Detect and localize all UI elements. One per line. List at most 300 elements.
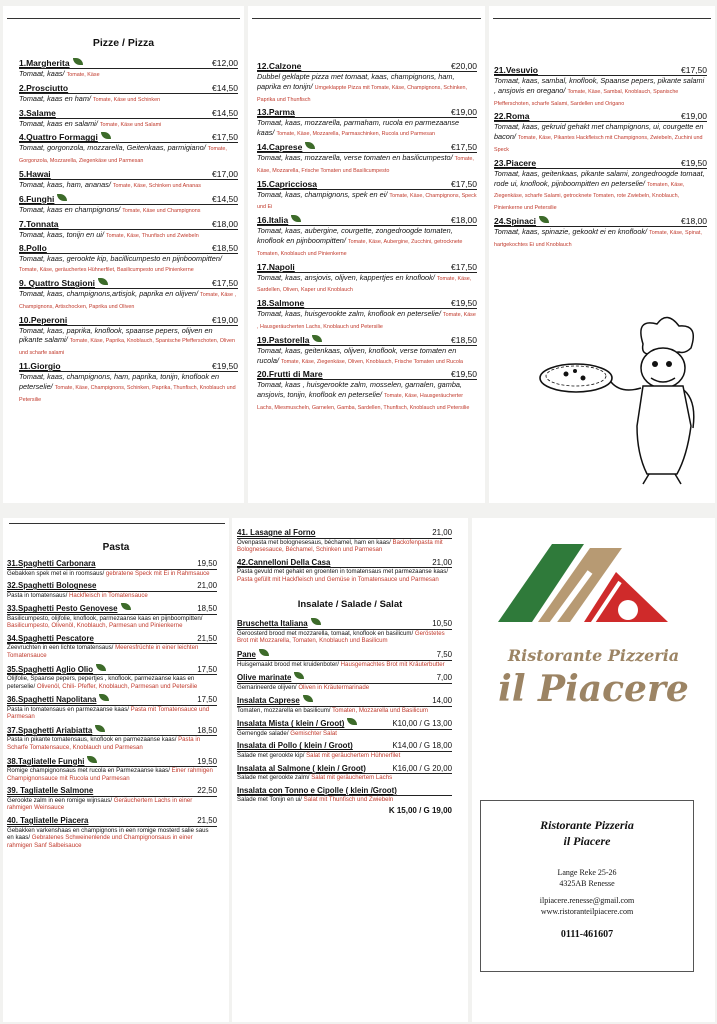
- description-german: Pasta in Scharfe Tomatensauce, Knoblauch und Parmesan: [7, 736, 201, 752]
- description-german: Salat mit geräuchertem Hühnerfilet: [306, 751, 401, 759]
- description-german: Tomate, Käse, Champignons, Schinken, Paprika, Thunfisch, Knoblauch und Petersilie: [19, 384, 236, 403]
- menu-item-description: Basilicumpesto, olijfolie, knoflook, parmezaanse kaas en pijnboompitten/ Basilicumpesto, Olivenöl, Knoblauch, Parmesan und Pinienkerne: [7, 614, 203, 630]
- menu-item-price: 22,50: [197, 786, 217, 796]
- description-dutch: Tomaat, kaas, champignons, ham, paprika, tonijn, knoflook en peterselie: [19, 371, 220, 391]
- salad-panel: [232, 518, 468, 1022]
- pizza-title: Pizze / Pizza: [92, 37, 155, 49]
- description-dutch: Pasta in pikante tomatensaus, knoflook en parmezaanse kaas: [7, 736, 175, 744]
- description-dutch: Gemengde salade: [237, 729, 287, 737]
- menu-item-name: 19.Pastorella: [257, 334, 310, 345]
- menu-item-price: €19,50: [212, 360, 238, 371]
- last-salad-price: K 15,00 / G 19,00: [388, 805, 452, 815]
- description-german: Tomate, Käse, Champignons, Speck und Ei: [257, 192, 477, 211]
- menu-item-header: [19, 169, 238, 180]
- menu-item: [237, 695, 452, 714]
- city: 4325AB Renesse: [559, 879, 615, 888]
- menu-item-name: 16.Italia: [257, 215, 289, 226]
- menu-item-header: [237, 786, 452, 797]
- menu-item-price: 17,50: [197, 695, 217, 705]
- menu-item-description: Tomaat, kaas/ Tomate, Käse: [19, 69, 100, 78]
- menu-item-price: 7,50: [436, 650, 452, 660]
- menu-item: [257, 262, 477, 297]
- menu-item-name: 15.Capricciosa: [257, 178, 318, 189]
- menu-item-description: Tomaat, kaas, champignons,artisjok, paprika en olijven/ Tomate, Käse , Champignons, Artischocken, Paprika und Oliven: [19, 288, 237, 310]
- leaf-icon: [291, 215, 301, 222]
- description-german: Tomate, Gorgonzola, Mozzarella, Ziegenkäse und Parmesan: [19, 146, 227, 165]
- menu-item: [7, 694, 217, 721]
- menu-item-description: Tomaat, kaas, mozzarella, parmaham, rucola en parmezaanse kaas/ Tomate, Käse, Mozzarella, Parmaschinken, Rucola und Parmesan: [257, 118, 460, 138]
- menu-item-header: [7, 664, 217, 676]
- menu-item-description: Tomaat, kaas, aubergine, courgette, zongedroogde tomaten, knoflook en pijnboompitten/ Tomate, Käse, Aubergine, Zucchini, getrocknete Tomaten, Knoblauch und Pinienkerne: [257, 226, 463, 257]
- menu-item-header: [237, 741, 452, 752]
- menu-item-description: Tomaat, kaas, sambal, knoflook, Spaanse pepers, pikante salami , ansjovis en oregano/ Tomate, Käse, Sambal, Knoblauch, Spanische Pfefferschoten, scharfe Salami, Sardellen und Origano: [494, 76, 705, 107]
- menu-item-price: €17,50: [451, 178, 477, 189]
- menu-item-description: Geroosterd brood met mozzarella, tomaat, knoflook en basilicum/ Geröstetes Brot mit Mozzarella, Tomaten, Knoblauch und Basilicum: [237, 629, 445, 645]
- description-dutch: Gemarineerde olijven: [237, 683, 295, 691]
- menu-item-description: Pasta in tomatensaus en parmezaanse kaas/ Pasta mit Tomatensauce und Parmesan: [7, 705, 210, 721]
- box-title-2: il Piacere: [563, 834, 611, 848]
- menu-item-description: Gebakken varkenshaas en champignons in een romige mosterd salie saus en kaas/ Gebratenes Schweinenlende und Champignonsaus in einer rahmigen Sanf Salbeisauce: [7, 826, 209, 849]
- description-german: Tomate, Käse, Aubergine, Zucchini, getrocknete Tomaten, Knoblauch und Pinienkerne: [257, 238, 463, 257]
- menu-item-name: 24.Spinaci: [494, 215, 537, 226]
- description-dutch: Huisgemaakt brood met kruidenboter: [237, 660, 338, 668]
- leaf-icon: [99, 694, 109, 701]
- menu-item-header: [257, 61, 477, 72]
- description-german: Basilicumpesto, Olivenöl, Knoblauch, Parmesan und Pinienkerne: [7, 622, 183, 630]
- menu-item-price: 21,50: [197, 816, 217, 825]
- description-dutch: Salade met gerookte zalm: [237, 774, 308, 782]
- description-german: Tomate, Käse, Paprika, Knoblauch, Spanische Pfefferschoten, Oliven und scharfe salami: [19, 338, 236, 357]
- phone-number[interactable]: 0111-461607: [560, 929, 614, 940]
- menu-item: [237, 618, 452, 645]
- menu-item-header: [19, 194, 238, 205]
- description-german: Tomate, Käse, Pikantes Hackfleisch mit Champignons, Zwiebeln, Zuchini und Speck: [494, 135, 703, 153]
- description-dutch: Tomaat, kaas en champignons: [19, 204, 119, 214]
- menu-item: [19, 361, 238, 405]
- menu-item-price: 10,50: [432, 619, 452, 629]
- menu-item-header: [19, 132, 238, 143]
- menu-item-description: Salade met gerookte zalm/ Salat mit geräuchertem Lachs: [237, 774, 393, 782]
- menu-item-name: Insalata con Tonno e Cipolle ( klein /Groot): [237, 785, 397, 795]
- description-dutch: Tomaat, kaas, paprika, knoflook, spaanse pepers, olijven en pikante salami: [19, 325, 213, 345]
- menu-item-description: Salade met gerookte kip/ Salat mit geräuchertem Hühnerfilet: [237, 751, 401, 759]
- menu-item-name: 5.Hawai: [19, 168, 51, 179]
- description-german: gebratene Speck mit Ei in Rahmsauce: [105, 569, 210, 577]
- menu-item-price: 18,50: [197, 725, 217, 735]
- contact-box: [480, 800, 694, 972]
- menu-item-header: [257, 369, 477, 380]
- menu-item-header: [19, 58, 238, 69]
- brand-line-1: Ristorante Pizzeria: [507, 646, 680, 665]
- leaf-icon: [294, 672, 304, 679]
- description-german: Tomate, Käse, geräuchertes Hühnerfilet, Basilicumpesto und Pinienkerne: [19, 267, 194, 274]
- menu-item-description: Tomaat, kaas en ham/ Tomate, Käse und Schinken: [19, 93, 161, 103]
- description-german: Salat mit Thunfisch und Zwiebeln: [303, 796, 394, 804]
- description-german: Tomate, Käse, Ziegenkäse, Oliven, Knoblauch, Frische Tomaten und Rucola: [280, 358, 464, 365]
- menu-item-name: 18.Salmone: [257, 298, 305, 309]
- description-german: Meeresfrüchte in einer leichten Tomatensauce: [7, 644, 199, 659]
- description-dutch: Tomaten, mozzarella en basilicum: [237, 706, 329, 714]
- menu-item-name: 38.Tagliatelle Funghi: [7, 756, 85, 766]
- menu-item-name: Insalata al Salmone ( klein / Groot): [237, 763, 366, 773]
- description-dutch: Olijfolie, Spaanse pepers, pepertjes , knoflook, parmezaanse kaas en peterselie: [7, 675, 195, 690]
- menu-item-header: [7, 756, 217, 768]
- description-german: Oliven in Kräutermarinade: [298, 683, 370, 691]
- menu-item-description: Pasta in tomatensaus/ Hackfleisch in Tomatensauce: [7, 591, 148, 599]
- menu-item-description: Gebakken spek met ei in roomsaus/ gebratene Speck mit Ei in Rahmsauce: [7, 569, 210, 577]
- menu-item: [7, 816, 217, 849]
- menu-item-description: Gemarineerde olijven/ Oliven in Kräutermarinade: [237, 683, 370, 691]
- menu-item: [494, 216, 707, 251]
- menu-item: [7, 786, 217, 812]
- menu-item-name: 34.Spaghetti Pescatore: [7, 633, 94, 643]
- menu-item-name: 6.Funghi: [19, 193, 55, 204]
- description-dutch: Tomaat, kaas, mozzarella, verse tomaten en basilicumpesto: [257, 152, 451, 162]
- leaf-icon: [98, 278, 108, 285]
- description-dutch: Tomaat, kaas, tonijn en ui: [19, 229, 102, 239]
- menu-item-header: [494, 65, 707, 76]
- description-german: Salat mit geräuchertem Lachs: [311, 774, 393, 782]
- menu-item-description: Tomaat, kaas , huisgerookte zalm, mosselen, garnalen, gamba, ansjovis, tonijn, knoflook en peterselie/ Tomate, Käse, Hausgeräucherter Lachs, Miesmuscheln, Garnelen, Gamba, Sardellen, Thunfisch, Knoblauch und Petersilie: [257, 380, 470, 411]
- menu-item-price: €19,00: [212, 314, 238, 325]
- menu-item-header: [7, 634, 217, 645]
- description-german: Backofenpasta mit Bolognesesauce, Béchamel, Schinken und Parmesan: [237, 538, 443, 554]
- leaf-icon: [305, 142, 315, 149]
- description-german: Umgeklappte Pizza mit Tomate, Käse, Champignons, Schinken, Paprika und Thunfisch: [257, 84, 468, 103]
- menu-item-header: [19, 219, 238, 230]
- menu-item-price: €18,50: [212, 243, 238, 254]
- menu-item-header: [257, 179, 477, 190]
- description-dutch: Tomaat, kaas, mozzarella, parmaham, rucola en parmezaanse kaas: [257, 118, 460, 138]
- menu-item: [494, 158, 707, 214]
- menu-item-header: [494, 216, 707, 227]
- menu-item-price: 7,00: [436, 673, 452, 683]
- description-german: Tomate, Käse und Schinken: [92, 96, 161, 103]
- menu-item-description: Tomaat, kaas, geitenkaas, olijven, knoflook, verse tomaten en rucola/ Tomate, Käse, Ziegenkäse, Oliven, Knoblauch, Frische Tomaten und Rucola: [257, 345, 464, 365]
- menu-item-price: €12,00: [212, 58, 238, 68]
- menu-item-name: 39. Tagliatelle Salmone: [7, 786, 94, 796]
- menu-item-price: 21,00: [197, 581, 217, 591]
- menu-item-price: €18,00: [681, 215, 707, 226]
- menu-item-price: €17,50: [451, 141, 477, 152]
- description-dutch: Gebakken spek met ei in roomsaus: [7, 569, 103, 577]
- menu-item: [19, 194, 238, 217]
- description-german: Tomate, Käse, Hausgeräucherter Lachs, Miesmuscheln, Garnelen, Gamba, Sardellen, Thunfisch, Knoblauch und Petersilie: [257, 393, 470, 411]
- menu-item: [19, 58, 238, 81]
- description-dutch: Gerookte zalm in een romige wijnsaus: [7, 796, 111, 804]
- menu-item: [7, 603, 217, 630]
- menu-item-name: 8.Pollo: [19, 243, 47, 254]
- menu-item-price: €19,50: [451, 298, 477, 309]
- menu-item-name: 35.Spaghetti Aglio Olio: [7, 664, 94, 674]
- menu-item-price: €17,50: [212, 132, 238, 143]
- menu-item: [7, 634, 217, 660]
- brand-panel: [472, 518, 715, 1022]
- pizza-panel-2: [248, 6, 485, 503]
- menu-item-header: [237, 558, 452, 569]
- menu-item-price: K14,00 / G 18,00: [392, 741, 452, 751]
- description-dutch: Tomaat, kaas, champignons, spek en ei: [257, 189, 386, 199]
- description-dutch: Basilicumpesto, olijfolie, knoflook, parmezaanse kaas en pijnboompitten: [7, 614, 201, 622]
- menu-item-price: €17,50: [212, 277, 238, 288]
- menu-item-name: Insalata di Pollo ( klein / Groot): [237, 741, 353, 751]
- menu-item: [257, 61, 477, 105]
- description-german: Gebratenes Schweinenlende und Champignonsaus in einer rahmigen Sanf Salbeisauce: [7, 834, 193, 849]
- menu-item-price: €19,00: [451, 107, 477, 118]
- pizza-panel-1: [3, 6, 244, 503]
- salad-title: Insalate / Salade / Salat: [297, 599, 403, 611]
- menu-item: [237, 764, 452, 782]
- menu-item: [19, 83, 238, 106]
- pasta-title: Pasta: [102, 542, 130, 553]
- menu-item-description: Tomaat, kaas, champignons, ham, paprika, tonijn, knoflook en peterselie/ Tomate, Käse, Champignons, Schinken, Paprika, Thunfisch, Knoblauch und Petersilie: [19, 371, 236, 403]
- menu-item: [257, 179, 477, 214]
- menu-item: [237, 649, 452, 668]
- menu-item-header: [7, 694, 217, 706]
- pasta-panel: [3, 518, 229, 1022]
- website-link[interactable]: www.ristoranteilpiacere.com: [540, 907, 634, 916]
- menu-item-description: Tomaat, kaas, spinazie, gekookt ei en knoflook/ Tomate, Käse, Spinat, hartgekochtes Ei und Knoblauch: [494, 226, 702, 248]
- pizza-panel-3: [489, 6, 715, 503]
- menu-item: [494, 65, 707, 109]
- menu-item-header: [7, 816, 217, 827]
- description-dutch: Salade met gerookte kip: [237, 751, 303, 759]
- description-german: Pasta gefüllt mit Hackfleisch und Gemüse in Tomatensauce und Parmesan: [237, 575, 439, 583]
- menu-item-header: [19, 108, 238, 119]
- menu-item-name: Pane: [237, 650, 256, 660]
- leaf-icon: [347, 718, 357, 725]
- menu-item-description: Tomaat, kaas en salami/ Tomate, Käse und Salami: [19, 118, 162, 128]
- description-dutch: Pasta in tomatensaus: [7, 591, 66, 599]
- description-dutch: Salade met Tonijn en ui: [237, 796, 301, 804]
- menu-item: [19, 132, 238, 167]
- leaf-icon: [539, 216, 549, 223]
- menu-item-description: Gemengde salade/ Gemischter Salat: [237, 729, 337, 737]
- menu-item-price: €19,50: [681, 157, 707, 168]
- menu-item-price: €14,50: [212, 107, 238, 118]
- menu-item-description: Tomaat, kaas en champignons/ Tomate, Käse und Champignons: [19, 204, 201, 214]
- menu-item-name: 32.Spaghetti Bolognese: [7, 581, 97, 591]
- description-dutch: Tomaat, kaas, aubergine, courgette, zongedroogde tomaten, knoflook en pijnboompitten: [257, 226, 453, 245]
- menu-item-description: Tomaat, kaas, huisgerookte zalm, knoflook en peterselie/ Tomate, Käse , Hausgeräucherten Lachs, Knoblauch und Petersilie: [257, 309, 476, 330]
- leaf-icon: [57, 194, 67, 201]
- menu-item-price: €19,50: [451, 369, 477, 380]
- menu-item-header: [19, 83, 238, 94]
- menu-item-price: 21,00: [432, 557, 452, 567]
- description-german: Tomate, Käse, Sambal, Knoblauch, Spanische Pfefferschoten, scharfe Salami, Sardellen und Origano: [494, 88, 679, 107]
- menu-item-header: [257, 335, 477, 346]
- menu-item-price: €17,50: [681, 65, 707, 75]
- box-title-1: Ristorante Pizzeria: [540, 818, 634, 832]
- description-dutch: Tomaat, kaas, ham, ananas: [19, 179, 109, 189]
- menu-item-description: Tomaten, mozzarella en basilicum/ Tomaten, Mozzarella und Basilicum: [237, 706, 428, 714]
- description-german: Tomate, Käse: [66, 72, 100, 78]
- menu-item-description: Gerookte zalm in een romige wijnsaus/ Geräuchertem Lachs in einer rahmigen Weinsauce: [7, 796, 193, 812]
- description-dutch: Tomaat, kaas, champignons,artisjok, paprika en olijven: [19, 288, 196, 298]
- menu-item-name: 10.Peperoni: [19, 314, 68, 325]
- menu-item-description: Tomaat, kaas, ansjovis, olijven, kappertjes en knoflook/ Tomate, Käse, Sardellen, Oliven, Kaper und Knoblauch: [257, 272, 472, 294]
- description-german: Hausgemachtes Brot mit Kräuterbutter: [340, 660, 445, 668]
- menu-item-name: 36.Spaghetti Napolitana: [7, 695, 97, 705]
- menu-item-header: [494, 111, 707, 122]
- restaurant-logo: [492, 532, 672, 642]
- menu-item: [7, 664, 217, 691]
- menu-item: [237, 558, 452, 584]
- description-german: Gemischter Salat: [290, 729, 337, 737]
- menu-item-name: 1.Margherita: [19, 58, 70, 68]
- menu-item-header: [19, 361, 238, 372]
- menu-item-name: 22.Roma: [494, 111, 530, 122]
- leaf-icon: [95, 725, 105, 732]
- description-german: Olivenöl, Chili- Pfeffer, Knoblauch, Parmesan und Petersilie: [36, 682, 198, 690]
- description-german: Tomate, Käse und Champignons: [122, 207, 201, 214]
- menu-item-description: Pasta in pikante tomatensaus, knoflook en parmezaanse kaas/ Pasta in Scharfe Tomatensauce, Knoblauch und Parmesan: [7, 736, 201, 752]
- menu-item-name: 4.Quattro Formaggi: [19, 132, 98, 143]
- menu-item: [257, 142, 477, 177]
- menu-item-price: K10,00 / G 13,00: [392, 719, 452, 729]
- leaf-icon: [96, 664, 106, 671]
- menu-item-price: €17,50: [451, 261, 477, 272]
- menu-item: [7, 581, 217, 599]
- menu-item-header: [257, 298, 477, 309]
- menu-item-price: €18,00: [451, 215, 477, 226]
- menu-item: [494, 111, 707, 155]
- menu-item-header: [19, 315, 238, 326]
- leaf-icon: [259, 649, 269, 656]
- description-german: Tomate, Käse, Thunfisch und Zwiebeln: [105, 232, 199, 239]
- menu-item-price: €17,00: [212, 168, 238, 179]
- menu-item: [19, 315, 238, 359]
- menu-item-description: Huisgemaakt brood met kruidenboter/ Hausgemachtes Brot mit Kräuterbutter: [237, 660, 445, 668]
- menu-item: [257, 335, 477, 368]
- menu-item: [237, 718, 452, 737]
- menu-item-name: 37.Spaghetti Ariabiatta: [7, 725, 93, 735]
- menu-item-price: 21,00: [432, 528, 452, 537]
- brand-line-2: il Piacere: [498, 668, 689, 710]
- description-dutch: Ovenpasta met bolognesesaus, béchamel, ham en kaas: [237, 538, 390, 546]
- description-dutch: Tomaat, kaas , huisgerookte zalm, mosselen, garnalen, gamba, ansjovis, tonijn, knoflook en peterselie: [257, 380, 462, 400]
- menu-item-header: [237, 618, 452, 630]
- description-dutch: Geroosterd brood met mozzarella, tomaat, knoflook en basilicum: [237, 629, 412, 637]
- menu-item: [237, 672, 452, 691]
- description-dutch: Tomaat, kaas en salami: [19, 118, 96, 128]
- menu-item-name: 31.Spaghetti Carbonara: [7, 559, 96, 568]
- menu-item-description: Tomaat, kaas, geitenkaas, pikante salami, zongedroogde tomaat, rode ui, knoflook, pijnboompitten en peterselie/ Tomaten, Käse, Ziegenkäse, scharfe Salami, getrocknete Tomaten, rote Zwiebeln, Knoblauch, Pinienkerne und Petersilie: [494, 168, 705, 212]
- description-dutch: Tomaat, kaas en ham: [19, 93, 89, 103]
- menu-item-description: Salade met Tonijn en ui/ Salat mit Thunfisch und Zwiebeln: [237, 796, 394, 804]
- menu-item-price: €20,00: [451, 61, 477, 71]
- menu-item: [257, 369, 477, 413]
- leaf-icon: [121, 603, 131, 610]
- leaf-icon: [303, 695, 313, 702]
- menu-item-description: Tomaat, kaas, mozzarella, verse tomaten en basilicumpesto/ Tomate, Käse, Mozzarella, Frische Tomaten und Basilicumpesto: [257, 152, 474, 174]
- menu-item-name: 14.Caprese: [257, 141, 303, 152]
- description-german: Geröstetes Brot mit Mozzarella, Tomaten, Knoblauch und Basilicum: [237, 629, 445, 645]
- leaf-icon: [87, 756, 97, 763]
- description-dutch: Tomaat, kaas, huisgerookte zalm, knoflook en peterselie: [257, 309, 439, 319]
- menu-item-price: €14,50: [212, 193, 238, 204]
- description-german: Tomate, Käse, Mozzarella, Parmaschinken, Rucola und Parmesan: [276, 131, 435, 138]
- description-dutch: Gebakken varkenshaas en champignons in een romige mosterd salie saus en kaas: [7, 826, 209, 842]
- menu-item-name: 12.Calzone: [257, 61, 302, 71]
- menu-item-name: 40. Tagliatelle Piacera: [7, 816, 89, 825]
- menu-item-name: 3.Salame: [19, 107, 56, 118]
- menu-item-description: Tomaat, gorgonzola, mozzarella, Geitenkaas, parmigiano/ Tomate, Gorgonzola, Mozzarella, Ziegenkäse und Parmesan: [19, 143, 227, 165]
- menu-item-description: Tomaat, kaas, champignons, spek en ei/ Tomate, Käse, Champignons, Speck und Ei: [257, 189, 477, 211]
- menu-item-header: [7, 581, 217, 592]
- menu-item-description: Tomaat, kaas, paprika, knoflook, spaanse pepers, olijven en pikante salami/ Tomate, Käse, Paprika, Knoblauch, Spanische Pfefferschoten, Oliven und scharfe salami: [19, 325, 236, 357]
- menu-item-price: 19,50: [197, 559, 217, 568]
- description-dutch: Zeevruchten in een lichte tomatensaus: [7, 644, 112, 652]
- menu-item: [257, 298, 477, 333]
- menu-item-header: [7, 603, 217, 615]
- description-dutch: Tomaat, kaas, geitenkaas, pikante salami, zongedroogde tomaat, rode ui, knoflook, pijnboompitten en peterselie: [494, 168, 705, 188]
- menu-item-name: 11.Giorgio: [19, 360, 61, 371]
- menu-item-header: [257, 142, 477, 153]
- menu-item-header: [494, 158, 707, 169]
- menu-item-description: Zeevruchten in een lichte tomatensaus/ Meeresfrüchte in einer leichten Tomatensauce: [7, 644, 199, 659]
- menu-item-description: Tomaat, kaas, gekruid gehakt met champignons, ui, courgette en bacon/ Tomate, Käse, Pikantes Hackfleisch mit Champignons, Zwiebeln, Zuchini und Speck: [494, 122, 704, 153]
- menu-item-header: [257, 107, 477, 118]
- email-link[interactable]: ilpiacere.renesse@gmail.com: [539, 896, 635, 905]
- description-dutch: Dubbel geklapte pizza met tomaat, kaas, champignons, ham, paprika en tonijn: [257, 72, 455, 91]
- menu-item-price: 19,50: [197, 756, 217, 766]
- menu-item: [237, 786, 452, 804]
- menu-item-header: [7, 725, 217, 737]
- menu-item-header: [237, 649, 452, 661]
- leaf-icon: [311, 618, 321, 625]
- menu-item-description: Tomaat, kaas, gerookte kip, bacillicumpesto en pijnboompitten/ Tomate, Käse, geräuchertes Hühnerfilet, Basilicumpesto und Pinienkerne: [19, 254, 222, 274]
- menu-item-price: 17,50: [197, 664, 217, 674]
- description-dutch: Pasta gevuld met gehakt en groenten in tomatensaus met parmezaanse kaas: [237, 568, 447, 576]
- description-german: Einer rahmigen Champignonsauce mit Rucola und Parmesan: [7, 767, 213, 782]
- menu-item: [7, 725, 217, 752]
- menu-item: [7, 756, 217, 783]
- description-german: Hackfleisch in Tomatensauce: [69, 591, 148, 599]
- menu-item: [257, 107, 477, 140]
- description-dutch: Pasta in tomatensaus en parmezaanse kaas: [7, 705, 128, 713]
- menu-item-price: 14,00: [432, 696, 452, 706]
- description-dutch: Tomaat, kaas, ansjovis, olijven, kappertjes en knoflook: [257, 272, 433, 282]
- menu-item: [19, 219, 238, 242]
- menu-item-price: €18,00: [212, 218, 238, 229]
- menu-item-name: Bruschetta Italiana: [237, 619, 308, 629]
- description-german: Tomate, Käse, Mozzarella, Frische Tomaten und Basilicumpesto: [257, 155, 474, 174]
- menu-item-name: 2.Prosciutto: [19, 82, 69, 93]
- description-dutch: Tomaat, kaas, gekruid gehakt met champignons, ui, courgette en bacon: [494, 122, 704, 142]
- menu-item-name: 7.Tonnata: [19, 218, 59, 229]
- menu-item-price: €18,50: [451, 334, 477, 345]
- menu-item: [19, 243, 238, 276]
- description-german: Tomate, Käse , Champignons, Artischocken, Paprika und Oliven: [19, 291, 237, 310]
- description-german: Tomate, Käse , Hausgeräucherten Lachs, Knoblauch und Petersilie: [257, 312, 476, 330]
- description-german: Tomate, Käse und Salami: [99, 121, 162, 128]
- menu-item: [19, 169, 238, 192]
- menu-item-price: €14,50: [212, 82, 238, 93]
- menu-item-name: 9. Quattro Stagioni: [19, 277, 96, 288]
- menu-item-price: €19,00: [681, 111, 707, 122]
- menu-item-description: Tomaat, kaas, ham, ananas/ Tomate, Käse, Schinken und Ananas: [19, 179, 201, 189]
- menu-item-header: [237, 718, 452, 730]
- menu-item-description: Dubbel geklapte pizza met tomaat, kaas, champignons, ham, paprika en tonijn/ Umgeklappte Pizza mit Tomate, Käse, Champignons, Schinken, Paprika und Thunfisch: [257, 72, 468, 103]
- menu-item: [257, 215, 477, 259]
- menu-item-description: Pasta gevuld met gehakt en groenten in tomatensaus met parmezaanse kaas/ Pasta gefüllt mit Hackfleisch und Gemüse in Tomatensauce und Parmesan: [237, 568, 449, 583]
- description-german: Tomate, Käse, Sardellen, Oliven, Kaper und Knoblauch: [257, 275, 472, 294]
- description-german: Tomaten, Käse, Ziegenkäse, scharfe Salami, getrocknete Tomaten, rote Zwiebeln, Knoblauch, Pinienkerne und Petersilie: [494, 181, 685, 212]
- menu-item-name: 20.Frutti di Mare: [257, 369, 323, 380]
- menu-item-name: 33.Spaghetti Pesto Genovese: [7, 604, 118, 614]
- description-dutch: Tomaat, kaas, geitenkaas, olijven, knoflook, verse tomaten en rucola: [257, 345, 457, 365]
